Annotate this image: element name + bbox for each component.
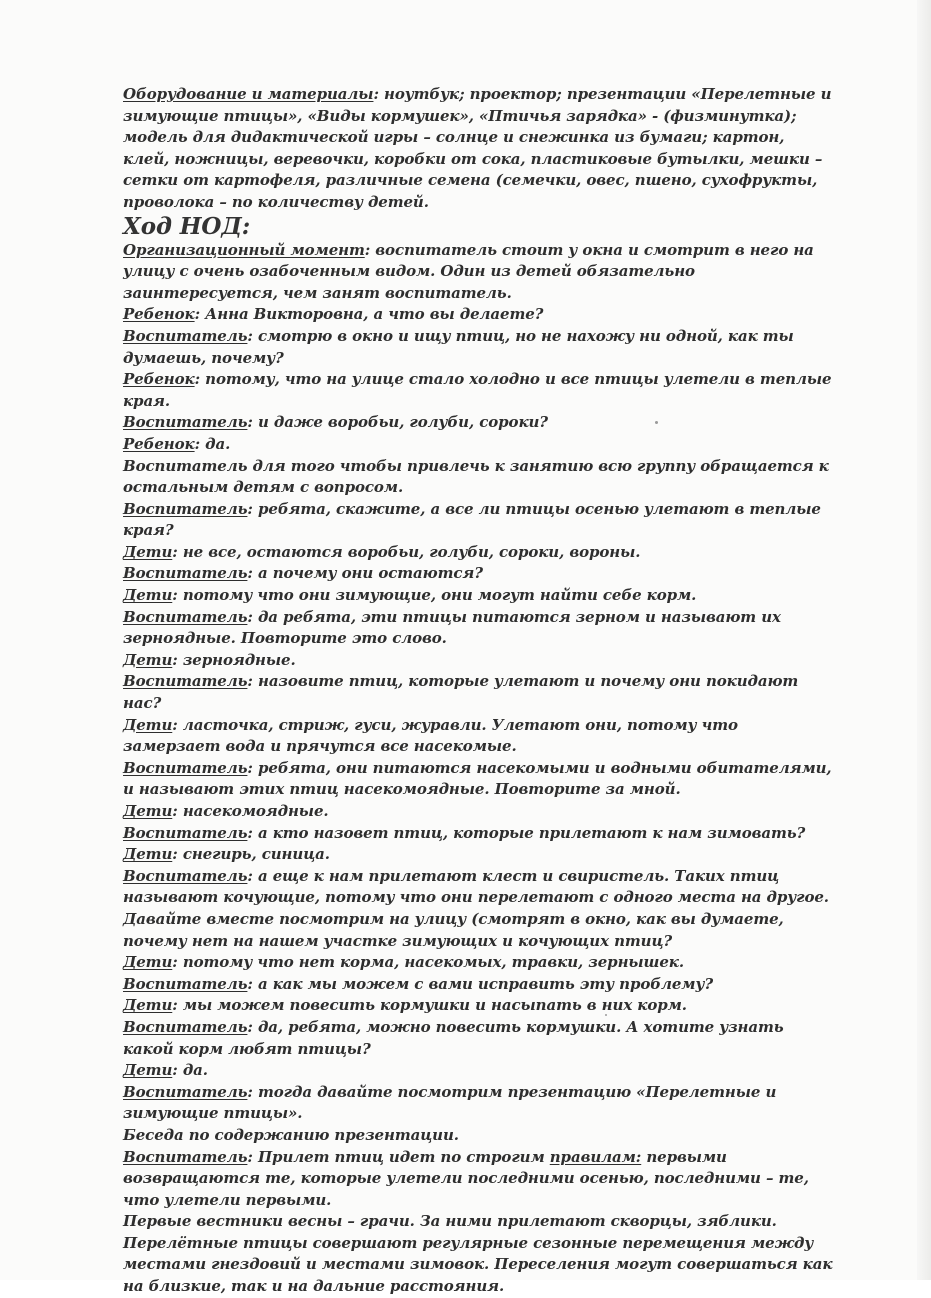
dialogue-line: [123, 304, 835, 326]
dialogue-text: : а почему они остаются?: [247, 564, 483, 583]
speaker-label: Воспитатель: [123, 607, 248, 626]
speaker-label: Воспитатель: [123, 1082, 248, 1101]
dialogue-line: [123, 866, 835, 909]
dialogue-text: : назовите птиц, которые улетают и почему они покидают нас?: [123, 672, 799, 713]
speaker-label: Воспитатель: [123, 413, 248, 432]
dialogue-line: [123, 369, 835, 412]
dialogue-line: [123, 952, 835, 974]
document-body: [123, 84, 835, 1298]
dialogue-text: : а как мы можем с вами исправить эту проблему?: [247, 974, 714, 993]
dialogue-line: [123, 715, 835, 758]
speaker-label: Воспитатель: [123, 1017, 248, 1036]
dialogue-text: : ласточка, стриж, гуси, журавли. Улетают они, потому что замерзает вода и прячутся все насекомые.: [123, 715, 738, 756]
dialogue-text: : снегирь, синица.: [172, 845, 330, 864]
rules-word: правилам:: [549, 1147, 642, 1166]
speaker-label: Дети: [123, 953, 173, 972]
dialogue-line: [123, 434, 835, 456]
speaker-label: Дети: [123, 996, 173, 1015]
migration-paragraph: Перелётные птицы совершают регулярные сезонные перемещения между местами гнездовий и местами зимовок. Переселения могут совершаться как на близкие, так и на дальние расстояния.: [123, 1233, 833, 1296]
speaker-label: Ребенок: [123, 434, 195, 453]
dialogue-line: [123, 974, 835, 996]
speaker-label: Воспитатель: [123, 499, 248, 518]
speaker-label: Дети: [123, 802, 173, 820]
dialogue-line: [123, 542, 835, 564]
dialogue-line: [123, 607, 835, 650]
page-edge-shadow: [917, 0, 931, 1280]
dialogue-text: : потому что они зимующие, они могут найти себе корм.: [172, 586, 697, 605]
narration-line: [123, 1125, 835, 1147]
section-heading: Ход НОД:: [123, 212, 251, 240]
dialogue-line: [123, 995, 835, 1017]
dialogue-text: : ребята, скажите, а все ли птицы осенью улетают в теплые края?: [123, 499, 821, 540]
dialogue-text: : смотрю в окно и ищу птиц, но не нахожу ни одной, как ты думаешь, почему?: [123, 326, 794, 367]
narration-line: [123, 456, 835, 499]
dialogue-line: [123, 499, 835, 542]
narration-text: Давайте вместе посмотрим на улицу (смотрят в окно, как вы думаете, почему нет на нашем участке зимующих и кочующих птиц?: [123, 909, 784, 950]
dialogue-text: : а кто назовет птиц, которые прилетают к нам зимовать?: [247, 823, 806, 842]
dialogue-line: [123, 823, 835, 845]
equipment-text: : ноутбук; проектор; презентации «Перелетные и зимующие птицы», «Виды кормушек», «Птичья зарядка» - (физминутка); модель для дидактической игры – солнце и снежинка из бумаги; картон, клей, ножницы, веревочки, коробки от сока, пластиковые бутылки, мешки – сетки от картофеля, различные семена (семечки, овес, пшено, сухофрукты, проволока – по количеству детей.: [123, 85, 832, 211]
speaker-label: Воспитатель: [123, 823, 248, 842]
dialogue-line: [123, 585, 835, 607]
final-text-before: : Прилет птиц идет по строгим: [247, 1147, 550, 1166]
final-dialogue-line: [123, 1147, 835, 1212]
dialogue-text: : а еще к нам прилетают клест и свиристель. Таких птиц называют кочующие, потому что они перелетают с одного места на другое.: [123, 866, 829, 907]
dialogue-text: : Анна Викторовна, а что вы делаете?: [194, 305, 544, 324]
dialogue-line: [123, 671, 835, 714]
final-text-after: первыми возвращаются те, которые улетели последними осенью, последними – те, что улетели первыми.: [123, 1147, 809, 1209]
dialogue-text: : зерноядные.: [172, 650, 296, 669]
dialogue-line: [123, 758, 835, 801]
dialogue-text: : потому что нет корма, насекомых, травки, зернышек.: [172, 953, 684, 972]
org-moment-text: : воспитатель стоит у окна и смотрит в него на улицу с очень озабоченным видом. Один из детей обязательно заинтересуется, чем занят воспитатель.: [123, 240, 814, 302]
speaker-label: Воспитатель: [123, 974, 248, 993]
dialogue-text: : да ребята, эти птицы питаются зерном и называют их зерноядные. Повторите это слово.: [123, 607, 781, 648]
dialogue-text: : и даже воробьи, голуби, сороки?: [247, 413, 548, 432]
dialogue-text: : да.: [172, 1061, 208, 1080]
speaker-label: Дети: [123, 586, 173, 605]
dialogue-text: : да, ребята, можно повесить кормушки. А хотите узнать какой корм любят птицы?: [123, 1017, 784, 1058]
narration-line: [123, 909, 835, 952]
speaker-label: Дети: [123, 650, 173, 669]
dialogue-line: [123, 563, 835, 585]
speaker-label: Воспитатель: [123, 866, 248, 885]
narration-text: Беседа по содержанию презентации.: [123, 1125, 459, 1144]
narration-text: Воспитатель для того чтобы привлечь к занятию всю группу обращается к остальным детям с вопросом.: [123, 456, 829, 497]
dialogue-line: [123, 1060, 835, 1082]
dialogue-line: [123, 844, 835, 866]
org-moment-paragraph: [123, 240, 835, 305]
dialogue-text: : да.: [194, 434, 231, 453]
speaker-label: Дети: [123, 715, 173, 734]
spring-heralds-paragraph: Первые вестники весны – грачи. За ними прилетают скворцы, зяблики.: [123, 1212, 777, 1231]
org-moment-label: Организационный момент: [123, 240, 365, 259]
speaker-label: Ребенок: [123, 305, 195, 324]
speaker-label: Воспитатель: [123, 1147, 248, 1166]
dialogue-text: : потому, что на улице стало холодно и все птицы улетели в теплые края.: [123, 370, 832, 410]
equipment-paragraph: [123, 84, 835, 214]
dialogue-text: : ребята, они питаются насекомыми и водными обитателями, и называют этих птиц насекомоядные. Повторите за мной.: [123, 758, 832, 799]
dialogue-text: : тогда давайте посмотрим презентацию «Перелетные и зимующие птицы».: [123, 1082, 777, 1123]
dialogue-line: [123, 801, 835, 823]
speaker-label: Воспитатель: [123, 758, 248, 777]
dialogue-text: : не все, остаются воробьи, голуби, сороки, вороны.: [172, 542, 641, 561]
speaker-label: Ребенок: [123, 370, 195, 389]
speaker-label: Дети: [123, 845, 173, 864]
dialogue-line: [123, 1017, 835, 1060]
speaker-label: Воспитатель: [123, 326, 248, 345]
dialogue-line: [123, 650, 835, 672]
dialogue-line: [123, 1082, 835, 1125]
dialogue-line: [123, 326, 835, 369]
dialogue-text: : мы можем повесить кормушки и насыпать в них корм.: [172, 996, 687, 1015]
dialogue-text: : насекомоядные.: [172, 802, 329, 820]
speaker-label: Воспитатель: [123, 672, 248, 691]
speaker-label: Дети: [123, 542, 173, 561]
dialogue-line: [123, 412, 835, 434]
equipment-label: Оборудование и материалы: [123, 85, 374, 103]
speaker-label: Воспитатель: [123, 564, 248, 583]
speaker-label: Дети: [123, 1061, 173, 1080]
